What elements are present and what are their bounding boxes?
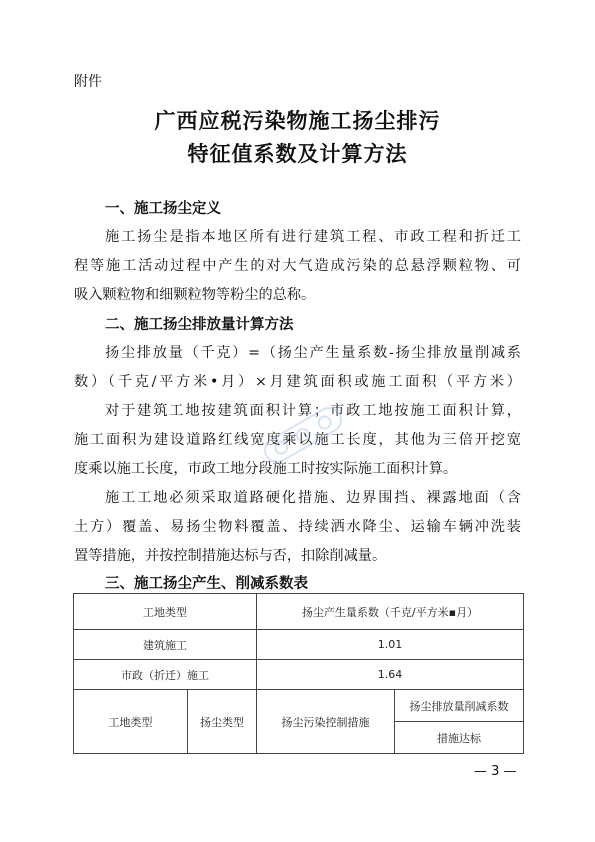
table-cell-type: 建筑施工 — [74, 630, 257, 660]
coefficient-table — [73, 593, 524, 754]
table-row — [74, 594, 524, 630]
attachment-label: 附件 — [74, 74, 102, 90]
table-cell-type: 市政（折迁）施工 — [74, 660, 257, 690]
table-subheader-reduction: 扬尘排放量削减系数 — [395, 690, 524, 722]
section2-heading: 二、施工扬尘排放量计算方法 — [105, 317, 294, 333]
section1-line2: 程等施工活动过程中产生的对大气造成污染的总悬浮颗粒物、可 — [74, 258, 521, 274]
table-header-site-type: 工地类型 — [74, 594, 257, 630]
section2-para2-line2: 施工面积为建设道路红线宽度乘以施工长度，其他为三倍开挖宽 — [74, 432, 521, 448]
section2-para2-line1: 对于建筑工地按建筑面积计算；市政工地按施工面积计算， — [105, 403, 521, 419]
table-row — [74, 630, 524, 660]
section2-para3-line1: 施工工地必须采取道路硬化措施、边界围挡、裸露地面（含 — [105, 490, 521, 506]
section2-para3-line2: 土方）覆盖、易扬尘物料覆盖、持续洒水降尘、运输车辆冲洗装 — [74, 519, 521, 535]
section1-line1: 施工扬尘是指本地区所有进行建筑工程、市政工程和折迁工 — [105, 229, 521, 245]
table-subheader-measure: 扬尘污染控制措施 — [257, 690, 395, 754]
section2-para3-line3: 置等措施，并按控制措施达标与否，扣除削减量。 — [74, 548, 387, 564]
section3-heading: 三、施工扬尘产生、削减系数表 — [105, 576, 308, 592]
table-row — [74, 660, 524, 690]
table-subheader-dust-type: 扬尘类型 — [188, 690, 257, 754]
table-header-gen-coeff: 扬尘产生量系数（千克/平方米▪月） — [257, 594, 524, 630]
formula-line2: 数）（千克/平方米•月）×月建筑面积或施工面积（平方米） — [74, 374, 521, 390]
table-row — [74, 690, 524, 722]
page-number: — 3 — — [474, 764, 517, 779]
section1-heading: 一、施工扬尘定义 — [105, 201, 221, 217]
formula-line1: 扬尘排放量（千克）=（扬尘产生量系数-扬尘排放量削减系 — [105, 345, 521, 361]
table-subheader-compliance: 措施达标 — [395, 722, 524, 754]
section1-line3: 吸入颗粒物和细颗粒物等粉尘的总称。 — [74, 287, 316, 303]
document-title-line1: 广西应税污染物施工扬尘排污 — [154, 108, 441, 133]
table-cell-value: 1.64 — [257, 660, 524, 690]
table-subheader-site-type: 工地类型 — [74, 690, 188, 754]
table-cell-value: 1.01 — [257, 630, 524, 660]
document-title-line2: 特征值系数及计算方法 — [187, 141, 408, 166]
section2-para2-line3: 度乘以施工长度，市政工地分段施工时按实际施工面积计算。 — [74, 461, 458, 477]
